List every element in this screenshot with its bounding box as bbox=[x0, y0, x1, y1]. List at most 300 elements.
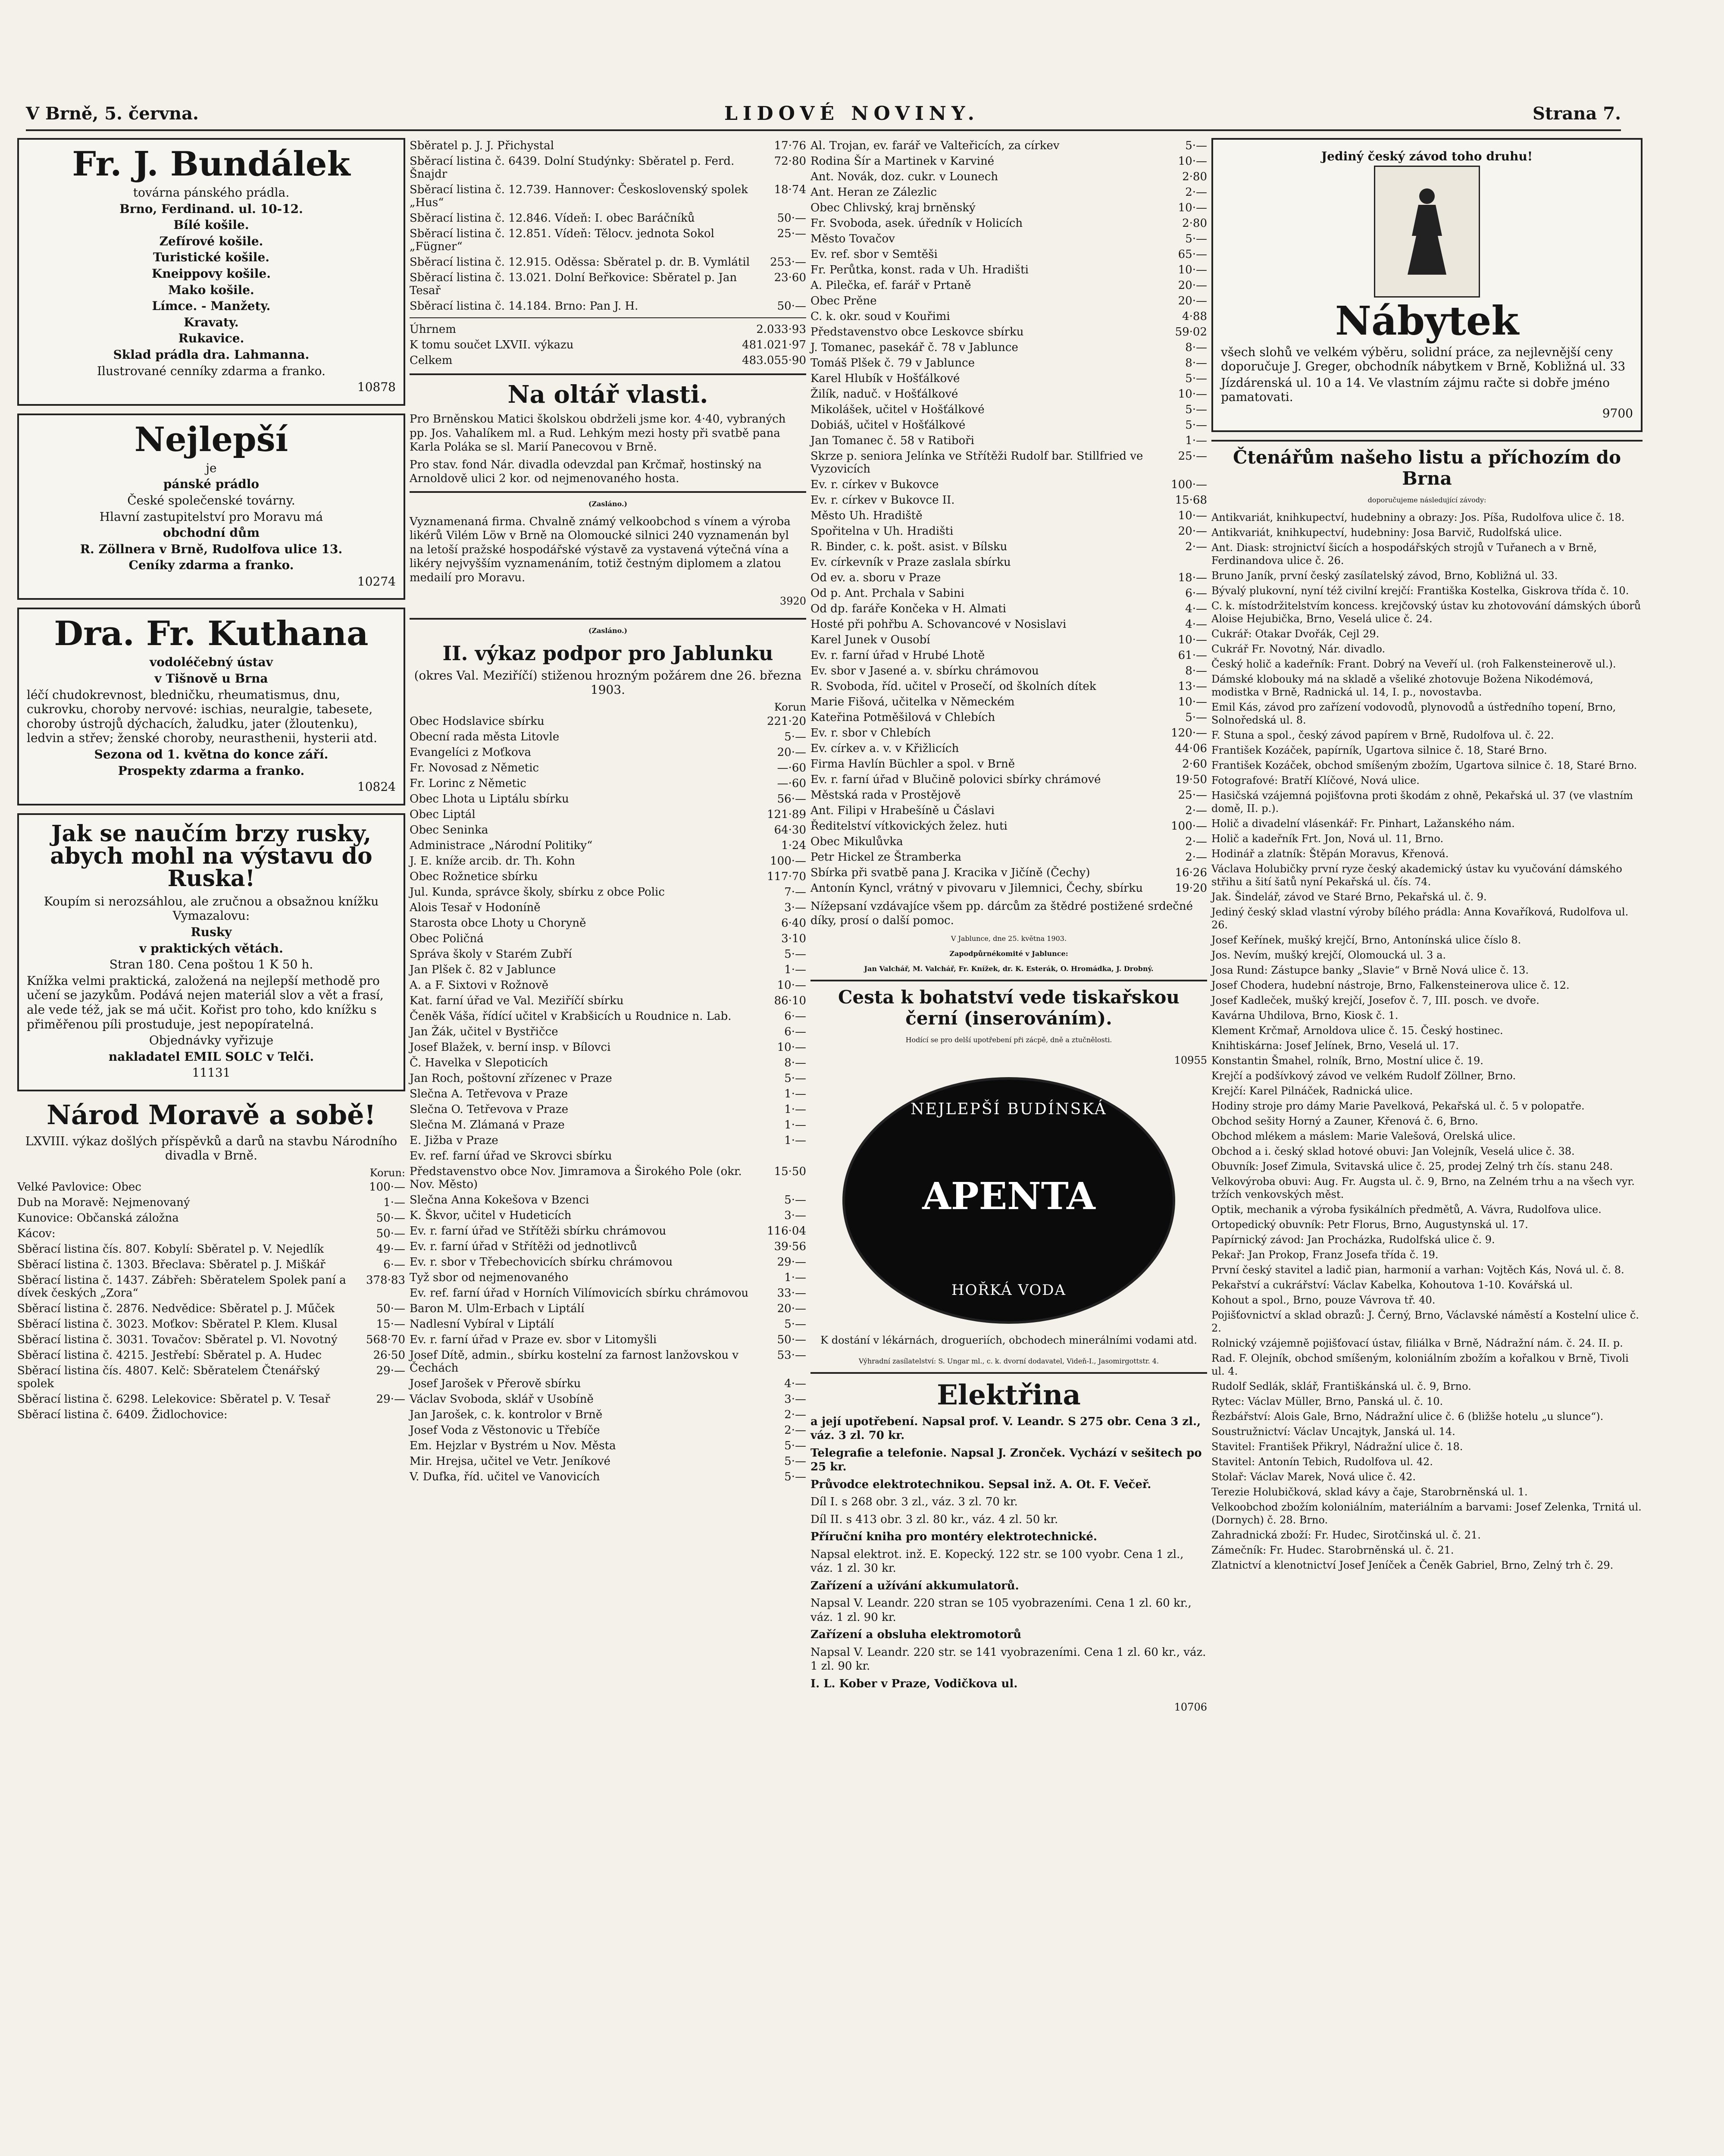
shop-entry: Krejčí a podšívkový závod ve velkém Rudolf Zöllner, Brno. bbox=[1211, 1069, 1516, 1082]
table-row bbox=[410, 154, 806, 182]
shop-entry: Kavárna Uhdilova, Brno, Kiosk č. 1. bbox=[1211, 1009, 1399, 1022]
entry-amount: 4·— bbox=[784, 1377, 806, 1390]
table-row bbox=[810, 169, 1207, 185]
ad-line: nakladatel EMIL SOLC v Telči. bbox=[108, 1049, 314, 1064]
elektrina-line: Telegrafie a telefonie. Napsal J. Zronček. Vychází v sešitech po 25 kr. bbox=[810, 1446, 1202, 1474]
table-row bbox=[810, 818, 1207, 834]
table-row bbox=[810, 772, 1207, 787]
table-row bbox=[410, 1254, 806, 1270]
entry-label: Sběrací listina č. 4215. Jestřebí: Sběratel p. A. Hudec bbox=[17, 1348, 322, 1362]
entry-amount: 25·— bbox=[1178, 450, 1207, 463]
entry-amount: 3·— bbox=[784, 1392, 806, 1406]
entry-amount: 2·— bbox=[1185, 186, 1207, 199]
table-row bbox=[810, 402, 1207, 417]
shop-entry: Holič a kadeřník Frt. Jon, Nová ul. 11, Brno. bbox=[1211, 832, 1444, 845]
entry-label: Představenstvo obce Nov. Jimramova a Širokého Pole (okr. Nov. Město) bbox=[410, 1165, 742, 1191]
entry-amount: 6·40 bbox=[781, 916, 806, 930]
entry-amount: 20·— bbox=[777, 1302, 806, 1315]
entry-label: Ev. r. farní úřad ve Střítěži sbírku chrámovou bbox=[410, 1224, 666, 1238]
elektrina-line: Napsal V. Leandr. 220 str. se 141 vyobrazeními. Cena 1 zl. 60 kr., váz. 1 zl. 90 kr. bbox=[810, 1645, 1206, 1673]
table-row bbox=[410, 1148, 806, 1164]
table-row bbox=[410, 838, 806, 853]
ad-line: České společenské továrny. bbox=[127, 493, 295, 508]
entry-amount: 1·— bbox=[784, 1271, 806, 1284]
entry-amount: 59·02 bbox=[1175, 326, 1207, 338]
entry-label: Josef Jarošek v Přerově sbírku bbox=[410, 1377, 581, 1390]
zaslano-code: 3920 bbox=[779, 595, 806, 607]
entry-label: Dobiáš, učitel v Hošťálkové bbox=[810, 419, 966, 432]
table-row bbox=[410, 1332, 806, 1348]
shop-entry: Rolnický vzájemně pojišťovací ústav, filiálka v Brně, Nádražní nám. č. 24. II. p. bbox=[1211, 1337, 1623, 1349]
entry-amount: 6·— bbox=[1185, 587, 1207, 600]
entry-label: Jan Plšek č. 82 v Jablunce bbox=[410, 963, 556, 976]
ad-line: Turistické košile. bbox=[153, 250, 270, 265]
table-row bbox=[410, 1086, 806, 1102]
shop-entry: Konstantin Šmahel, rolník, Brno, Mostní ulice č. 19. bbox=[1211, 1054, 1483, 1067]
entry-label: Sběrací listina č. 12.739. Hannover: Československý spolek „Hus“ bbox=[410, 183, 748, 209]
entry-label: Marie Fišová, učitelka v Německém bbox=[810, 696, 1015, 708]
table-row bbox=[410, 729, 806, 745]
table-row bbox=[410, 931, 806, 946]
shop-entry: Český holič a kadeřník: Frant. Dobrý na Veveří ul. (roh Falkensteinerově ul.). bbox=[1211, 658, 1616, 670]
entry-label: Sběrací listina č. 12.851. Vídeň: Tělocv. jednota Sokol „Fügner“ bbox=[410, 227, 714, 253]
ad-title: Nejlepší bbox=[134, 420, 288, 459]
shop-entry: Fotografové: Bratří Klíčové, Nová ulice. bbox=[1211, 774, 1420, 787]
elektrina-title: Elektřina bbox=[937, 1379, 1081, 1411]
table-row bbox=[410, 978, 806, 993]
table-row bbox=[410, 791, 806, 807]
ad-line: Ceníky zdarma a franko. bbox=[128, 558, 294, 573]
header-title: LIDOVÉ NOVINY. bbox=[724, 103, 979, 125]
shop-entry: Velkoobchod zbožím koloniálním, materiálním a barvami: Josef Zelenka, Trnitá ul. (Dornych) č. 28. Brno. bbox=[1211, 1501, 1642, 1526]
entry-amount: 5·— bbox=[784, 730, 806, 743]
entry-amount: 483.055·90 bbox=[742, 354, 806, 367]
shop-entry: Cukrář Fr. Novotný, Nár. divadlo. bbox=[1211, 642, 1386, 655]
shop-entry: Rytec: Václav Müller, Brno, Panská ul. č. 10. bbox=[1211, 1395, 1443, 1407]
shop-entry: Emil Kás, závod pro zařízení vodovodů, plynovodů a ústředního topení, Brno, Solnoředská ul. 8. bbox=[1211, 701, 1616, 726]
entry-amount: 2·80 bbox=[1182, 217, 1207, 230]
shop-entry: Zahradnická zboží: Fr. Hudec, Sirotčinská ul. č. 21. bbox=[1211, 1529, 1481, 1541]
entry-amount: 33·— bbox=[777, 1286, 806, 1300]
entry-label: Sbírka při svatbě pana J. Kracika v Jičíně (Čechy) bbox=[810, 866, 1090, 879]
table-row bbox=[810, 417, 1207, 433]
table-row bbox=[810, 309, 1207, 324]
entry-label: Ev. r. farní úřad v Praze ev. sbor v Litomyšli bbox=[410, 1333, 657, 1346]
ad-line: Knížka velmi praktická, založená na nejlepší methodě pro učení se jazykům. Podává nejen materiál slov a vět a frasí, ale vede též, jak se má učit. Kořist pro toho, kdo knížku s přiměřenou píli prostuduje, jest nepopíratelná. bbox=[27, 973, 384, 1031]
table-row bbox=[810, 433, 1207, 448]
table-row bbox=[410, 1055, 806, 1071]
ad-furniture bbox=[1211, 138, 1643, 432]
shop-entry: Jediný český sklad vlastní výroby bílého prádla: Anna Kovaříková, Rudolfova ul. 26. bbox=[1211, 906, 1629, 931]
shop-entry: Antikvariát, knihkupectví, hudebniny a obrazy: Jos. Píša, Rudolfova ulice č. 18. bbox=[1211, 511, 1625, 523]
entry-label: C. k. okr. soud v Kouřimi bbox=[810, 310, 950, 323]
shop-entry: Soustružnictví: Václav Uncajtyk, Janská ul. 14. bbox=[1211, 1425, 1455, 1438]
table-row bbox=[810, 586, 1207, 601]
shop-entry: Jos. Nevím, mušký krejčí, Olomoucká ul. 3 a. bbox=[1211, 949, 1446, 961]
table-row bbox=[410, 822, 806, 838]
elektrina-line: Napsal V. Leandr. 220 stran se 105 vyobrazeními. Cena 1 zl. 60 kr., váz. 1 zl. 90 kr. bbox=[810, 1597, 1192, 1624]
table-row bbox=[410, 946, 806, 962]
entry-label: Kunovice: Občanská záložna bbox=[17, 1211, 179, 1225]
table-row bbox=[810, 881, 1207, 896]
ad-code: 10878 bbox=[357, 380, 396, 395]
ad-code: 11131 bbox=[192, 1065, 231, 1080]
entry-label: Od p. Ant. Prchala v Sabini bbox=[810, 587, 964, 600]
shop-entry: Papírnický závod: Jan Procházka, Rudolfská ulice č. 9. bbox=[1211, 1233, 1495, 1246]
entry-label: Ant. Filipi v Hrabešíně u Čáslavi bbox=[810, 804, 995, 817]
entry-amount: 2·— bbox=[1185, 851, 1207, 864]
entry-amount: 50·— bbox=[376, 1302, 405, 1315]
table-row bbox=[410, 1438, 806, 1454]
table-row bbox=[810, 617, 1207, 632]
entry-amount: 8·— bbox=[1185, 664, 1207, 677]
table-row bbox=[410, 1423, 806, 1438]
entry-amount: 2·80 bbox=[1182, 170, 1207, 183]
entry-label: Sběratel p. J. J. Přichystal bbox=[410, 139, 554, 152]
entry-amount bbox=[363, 1407, 405, 1423]
shop-entry: Jak. Šindelář, závod ve Staré Brno, Pekařská ul. č. 9. bbox=[1211, 890, 1487, 903]
entry-label: A. a F. Sixtovi v Rožnově bbox=[410, 978, 549, 992]
entry-label: Čeněk Váša, řídící učitel v Krabšicích u Roudnice n. Lab. bbox=[410, 1009, 732, 1023]
section-subtitle: LXVIII. výkaz došlých příspěvků a darů na stavbu Národního divadla v Brně. bbox=[25, 1134, 397, 1163]
table-row bbox=[410, 962, 806, 978]
ad-line: je bbox=[206, 461, 217, 475]
table-row bbox=[17, 1332, 405, 1348]
table-row bbox=[810, 849, 1207, 865]
entry-amount: 64·30 bbox=[774, 823, 806, 837]
ad-title: Nábytek bbox=[1335, 297, 1519, 344]
entry-amount: 5·— bbox=[784, 1193, 806, 1206]
table-row bbox=[810, 539, 1207, 555]
entry-label: R. Svoboda, říd. učitel v Prosečí, od školních dítek bbox=[810, 680, 1096, 693]
ad-line: Kneippovy košile. bbox=[152, 266, 271, 281]
ad-line: všech slohů ve velkém výběru, solidní práce, za nejlevnější ceny doporučuje J. Greger, obchodník nábytkem v Brně, Kobližná ul. 33 bbox=[1221, 345, 1626, 374]
table-row bbox=[410, 1348, 806, 1376]
ad-title: Fr. J. Bundálek bbox=[72, 144, 350, 184]
entry-amount: 121·89 bbox=[767, 808, 806, 821]
ad-line: Rukavice. bbox=[178, 331, 244, 346]
shop-entry: Josa Rund: Zástupce banky „Slavie“ v Brně Nová ulice č. 13. bbox=[1211, 964, 1529, 976]
table-row bbox=[810, 710, 1207, 725]
entry-amount: 3·— bbox=[784, 901, 806, 914]
page-header bbox=[26, 99, 1621, 131]
thanks-text: Nížepsaní vzdávajíce všem pp. dárcům za štědré postižené srdečné díky, prosí o další pomoc. bbox=[810, 900, 1193, 927]
table-row bbox=[410, 1164, 806, 1192]
entry-label: Sběrací listina č. 6409. Židlochovice: bbox=[17, 1408, 228, 1421]
entry-amount: 4·— bbox=[1185, 618, 1207, 631]
illustration-icon bbox=[1374, 166, 1480, 298]
table-row bbox=[810, 601, 1207, 617]
oltar-title: Na oltář vlasti. bbox=[507, 380, 708, 409]
ad-line: Límce. - Manžety. bbox=[152, 299, 271, 313]
shop-entry: Obuvník: Josef Zimula, Svitavská ulice č. 25, prodej Zelný trh čís. stanu 248. bbox=[1211, 1160, 1613, 1172]
entry-label: Obec Seninka bbox=[410, 823, 488, 837]
entry-amount: 13·— bbox=[1178, 680, 1207, 693]
entry-label: Ev. r. farní úřad v Hrubé Lhotě bbox=[810, 649, 985, 662]
shop-entry: František Kozáček, obchod smíšeným zbožím, Ugartova silnice č. 18, Staré Brno. bbox=[1211, 759, 1637, 771]
entry-amount: 5·— bbox=[784, 1317, 806, 1331]
entry-amount: 61·— bbox=[1178, 649, 1207, 662]
entry-amount: 8·— bbox=[1185, 357, 1207, 370]
table-row bbox=[410, 1391, 806, 1407]
entry-label: Ev. r. sbor v Chlebích bbox=[810, 727, 931, 740]
korun-label: Korun bbox=[774, 701, 806, 713]
divider bbox=[410, 317, 806, 318]
ad-line: Ilustrované cenníky zdarma a franko. bbox=[97, 364, 326, 378]
entry-label: Ev. církev a. v. v Křižlicích bbox=[810, 742, 959, 755]
table-row bbox=[410, 1239, 806, 1254]
table-row bbox=[410, 993, 806, 1009]
table-row bbox=[410, 1102, 806, 1117]
entry-amount: 5·— bbox=[784, 947, 806, 961]
table-row bbox=[810, 679, 1207, 694]
table-row bbox=[810, 803, 1207, 818]
table-row bbox=[17, 1210, 405, 1226]
entry-amount: 5·— bbox=[1185, 419, 1207, 432]
entry-amount: —·60 bbox=[777, 777, 806, 790]
ad-text: Hodící se pro delší upotřebení při zácpě, dně a ztučnělosti. bbox=[905, 1036, 1112, 1044]
divider bbox=[810, 1372, 1207, 1374]
table-row bbox=[410, 900, 806, 915]
table-row bbox=[810, 632, 1207, 648]
entry-amount: 2·60 bbox=[1182, 758, 1207, 771]
entry-label: Ev. r. církev v Bukovce II. bbox=[810, 494, 955, 507]
entry-amount: 120·— bbox=[1171, 727, 1207, 740]
entry-amount: 2·— bbox=[1185, 540, 1207, 553]
entry-amount: 5·— bbox=[1185, 232, 1207, 245]
entry-amount: —·60 bbox=[777, 761, 806, 774]
shop-entry: Bývalý plukovní, nyní též civilní krejčí: Františka Kostelka, Giskrova třída č. 10. bbox=[1211, 584, 1629, 597]
table-row bbox=[410, 182, 806, 210]
table-row bbox=[810, 371, 1207, 386]
entry-label: Fr. Svoboda, asek. úředník v Holicích bbox=[810, 217, 1023, 230]
entry-label: Slečna Anna Kokešova v Bzenci bbox=[410, 1193, 589, 1206]
entry-label: Slečna M. Zlámaná v Praze bbox=[410, 1118, 565, 1131]
ad-zollner bbox=[17, 414, 405, 600]
entry-amount: 50·— bbox=[376, 1211, 405, 1225]
shop-entry: Obchod sešity Horný a Zauner, Křenová č. 6, Brno. bbox=[1211, 1115, 1478, 1127]
entry-amount: 253·— bbox=[770, 256, 806, 269]
entry-amount: 20·— bbox=[1178, 295, 1207, 307]
oltar-paragraph: Pro stav. fond Nár. divadla odevzdal pan Krčmař, hostinský na Arnoldově ulici 2 kor. od nejmenovaného hosta. bbox=[410, 458, 762, 485]
table-row bbox=[17, 1348, 405, 1363]
entry-amount: 39·56 bbox=[774, 1240, 806, 1253]
table-row bbox=[410, 1285, 806, 1301]
shop-entry: Krejčí: Karel Pilnáček, Radnická ulice. bbox=[1211, 1084, 1413, 1097]
entry-label: Slečna O. Tetřevova v Praze bbox=[410, 1103, 569, 1116]
table-row bbox=[810, 570, 1207, 586]
entry-amount: 20·— bbox=[1178, 525, 1207, 538]
divider bbox=[810, 980, 1207, 981]
table-row bbox=[810, 185, 1207, 200]
entry-label: Josef Blažek, v. berní insp. v Bílovci bbox=[410, 1040, 611, 1054]
entry-label: Ev. r. sbor v Třebechovicích sbírku chrámovou bbox=[410, 1255, 673, 1269]
table-row bbox=[410, 776, 806, 791]
entry-amount: 5·— bbox=[1185, 403, 1207, 416]
entry-label: Ev. r. farní úřad v Střítěži od jednotlivců bbox=[410, 1240, 637, 1253]
table-row bbox=[810, 756, 1207, 772]
table-row bbox=[410, 322, 806, 337]
shop-entry: Antikvariát, knihkupectví, hudebniny: Josa Barvič, Rudolfská ulice. bbox=[1211, 526, 1562, 539]
entry-label: Obec Poličná bbox=[410, 932, 484, 945]
entry-label: Josef Dítě, admin., sbírku kostelní za farnost lanžovskou v Čechách bbox=[410, 1348, 739, 1375]
shop-entry: Josef Keřínek, mušký krejčí, Brno, Antonínská ulice číslo 8. bbox=[1211, 934, 1521, 946]
entry-amount: 221·20 bbox=[767, 714, 806, 728]
entry-label: Tomáš Plšek č. 79 v Jablunce bbox=[810, 357, 975, 370]
entry-label: Město Uh. Hradiště bbox=[810, 509, 923, 522]
entry-label: Obec Liptál bbox=[410, 808, 476, 821]
entry-label: Slečna A. Tetřevova v Praze bbox=[410, 1087, 568, 1100]
entry-amount: 2·— bbox=[784, 1408, 806, 1421]
entry-label: Firma Havlín Büchler a spol. v Brně bbox=[810, 758, 1015, 771]
entry-label: Obec Prěne bbox=[810, 295, 877, 307]
shop-entry: Terezie Holubičková, sklad kávy a čaje, Starobrněnská ul. 1. bbox=[1211, 1485, 1528, 1498]
committee-members: Jan Valchář, M. Valchář, Fr. Knížek, dr. K. Esterák, O. Hromádka, J. Drobný. bbox=[864, 965, 1154, 973]
entry-label: Obecní rada města Litovle bbox=[410, 730, 560, 743]
table-row bbox=[410, 1469, 806, 1485]
apenta-bottom-text: HOŘKÁ VODA bbox=[951, 1281, 1067, 1299]
elektrina-line: a její upotřebení. Napsal prof. V. Leandr. S 275 obr. Cena 3 zl., váz. 3 zl. 70 kr. bbox=[810, 1415, 1201, 1442]
ad-kuthan bbox=[17, 608, 405, 805]
table-row bbox=[410, 807, 806, 822]
entry-amount: 1·— bbox=[784, 1087, 806, 1100]
entry-amount: 19·20 bbox=[1175, 882, 1207, 895]
elektrina-line: Průvodce elektrotechnikou. Sepsal inž. A. Ot. F. Večeř. bbox=[810, 1478, 1151, 1491]
table-row bbox=[810, 386, 1207, 402]
entry-label: Al. Trojan, ev. farář ve Valteřicích, za církev bbox=[810, 139, 1060, 152]
table-row bbox=[810, 200, 1207, 216]
shop-entry: František Kozáček, papírník, Ugartova silnice č. 18, Staré Brno. bbox=[1211, 744, 1547, 756]
table-row bbox=[810, 448, 1207, 477]
table-row bbox=[410, 1040, 806, 1055]
entry-label: Sběrací listina č. 2876. Nedvědice: Sběratel p. J. Műček bbox=[17, 1302, 335, 1315]
entry-label: Ev. církevník v Praze zaslala sbírku bbox=[810, 556, 1011, 569]
table-row bbox=[410, 1208, 806, 1223]
entry-amount bbox=[763, 1148, 806, 1164]
entry-amount: 5·— bbox=[784, 1470, 806, 1483]
table-row bbox=[810, 834, 1207, 849]
readers-subtitle: doporučujeme následující závody: bbox=[1367, 495, 1486, 504]
shop-entry: Rad. F. Olejník, obchod smíšeným, koloniálním zbožím a kořalkou v Brně, Tivoli ul. 4. bbox=[1211, 1352, 1629, 1377]
entry-amount: 10·— bbox=[1178, 201, 1207, 214]
entry-label: Mikolášek, učitel v Hošťálkové bbox=[810, 403, 985, 416]
entry-amount: 10·— bbox=[1178, 633, 1207, 646]
table-row bbox=[410, 1009, 806, 1024]
entry-label: Karel Junek v Ousobí bbox=[810, 633, 930, 646]
entry-amount: 6·— bbox=[784, 1009, 806, 1023]
entry-label: Sběrací listina č. 12.846. Vídeň: I. obec Baráčníků bbox=[410, 212, 695, 225]
table-row bbox=[410, 337, 806, 353]
entry-label: Žilík, naduč. v Hošťálkové bbox=[810, 388, 958, 401]
section-title: Národ Moravě a sobě! bbox=[47, 1099, 376, 1131]
entry-amount: 100·— bbox=[1171, 478, 1207, 491]
entry-label: Baron M. Ulm-Erbach v Liptálí bbox=[410, 1302, 585, 1315]
shop-entry: Ortopedický obuvník: Petr Florus, Brno, Augustynská ul. 17. bbox=[1211, 1218, 1528, 1231]
table-row bbox=[410, 298, 806, 314]
entry-label: Velké Pavlovice: Obec bbox=[17, 1180, 141, 1194]
table-row bbox=[810, 555, 1207, 570]
entry-label: Skrze p. seniora Jelínka ve Střítěži Rudolf bar. Stillfried ve Vyzovicích bbox=[810, 450, 1143, 476]
entry-amount: 5·— bbox=[1185, 372, 1207, 385]
entry-label: Sběrací listina č. 6439. Dolní Studýnky: Sběratel p. Ferd. Šnajdr bbox=[410, 155, 735, 181]
entry-label: Obec Hodslavice sbírku bbox=[410, 714, 544, 728]
table-row bbox=[410, 1024, 806, 1040]
entry-label: Josef Voda z Věstonovic u Třebíče bbox=[410, 1423, 600, 1437]
entry-label: Jan Jarošek, c. k. kontrolor v Brně bbox=[410, 1408, 603, 1421]
entry-label: Hosté při pohřbu A. Schovancové v Nosislavi bbox=[810, 618, 1067, 631]
ad-line: Zefírové košile. bbox=[159, 234, 263, 248]
entry-amount: 100·— bbox=[1171, 820, 1207, 833]
entry-label: Spořitelna v Uh. Hradišti bbox=[810, 525, 954, 538]
ad-line: Objednávky vyřizuje bbox=[149, 1033, 274, 1048]
table-row bbox=[810, 340, 1207, 355]
entry-label: Fr. Perůtka, konst. rada v Uh. Hradišti bbox=[810, 263, 1029, 276]
entry-amount: 17·76 bbox=[774, 139, 806, 152]
ad-code: 10274 bbox=[357, 574, 396, 589]
table-row bbox=[17, 1272, 405, 1301]
entry-label: Starosta obce Lhoty u Choryně bbox=[410, 916, 586, 930]
entry-amount: 1·— bbox=[784, 1118, 806, 1131]
entry-label: Ant. Heran ze Zálezlic bbox=[810, 186, 937, 199]
table-row bbox=[410, 745, 806, 760]
entry-label: Sběrací listina č. 1437. Zábřeh: Sběratelem Spolek paní a dívek českých „Zora“ bbox=[17, 1273, 346, 1300]
jablunka-title: II. výkaz podpor pro Jablunku bbox=[442, 641, 773, 665]
entry-amount: 56·— bbox=[777, 792, 806, 805]
entry-label: Jan Tomanec č. 58 v Ratiboři bbox=[810, 434, 974, 447]
entry-label: Ev. ref. farní úřad v Horních Vilímovicích sbírku chrámovou bbox=[410, 1286, 749, 1300]
table-row bbox=[17, 1241, 405, 1257]
entry-amount: 481.021·97 bbox=[742, 338, 806, 351]
table-row bbox=[410, 1301, 806, 1316]
entry-amount: 117·70 bbox=[767, 870, 806, 883]
table-row bbox=[17, 1195, 405, 1210]
table-row bbox=[810, 648, 1207, 663]
contribution-table bbox=[410, 138, 806, 314]
entry-label: Fr. Novosad z Němetic bbox=[410, 761, 539, 774]
entry-label: Sběrací listina č. 14.184. Brno: Pan J. H. bbox=[410, 300, 638, 313]
ad-title: Jak se naučím brzy rusky, abych mohl na výstavu do Ruska! bbox=[50, 820, 372, 892]
entry-amount: 18·74 bbox=[774, 183, 806, 196]
entry-amount: 50·— bbox=[777, 1333, 806, 1346]
table-row bbox=[410, 853, 806, 869]
entry-amount: 50·— bbox=[777, 212, 806, 225]
shop-entry: Řezbářství: Alois Gale, Brno, Nádražní ulice č. 6 (bližše hotelu „u slunce“). bbox=[1211, 1410, 1604, 1423]
ad-code: 10706 bbox=[1174, 1701, 1207, 1714]
shop-entry: Pekařství a cukrářství: Václav Kabelka, Kohoutova 1-10. Kovářská ul. bbox=[1211, 1279, 1573, 1291]
entry-label: Kácov: bbox=[17, 1227, 56, 1240]
entry-label: Č. Havelka v Slepoticích bbox=[410, 1056, 548, 1069]
shop-entry: Stavitel: František Přikryl, Nádražní ulice č. 18. bbox=[1211, 1440, 1463, 1453]
ad-small-title: Jediný český závod toho druhu! bbox=[1321, 149, 1533, 163]
entry-amount: 29·— bbox=[777, 1255, 806, 1269]
table-row bbox=[410, 884, 806, 900]
entry-amount: 3·10 bbox=[781, 932, 806, 945]
entry-label: Dub na Moravě: Nejmenovaný bbox=[17, 1196, 190, 1209]
entry-amount: 5·— bbox=[784, 1439, 806, 1452]
entry-amount: 5·— bbox=[1185, 711, 1207, 724]
divider bbox=[410, 618, 806, 620]
ad-subtitle: vodoléčebný ústav bbox=[150, 655, 273, 670]
table-row bbox=[410, 210, 806, 226]
entry-amount: 23·60 bbox=[774, 271, 806, 284]
entry-label: E. Jižba v Praze bbox=[410, 1134, 498, 1147]
entry-amount: 1·— bbox=[383, 1196, 405, 1209]
table-row bbox=[810, 138, 1207, 154]
ad-line: Brno, Ferdinand. ul. 10-12. bbox=[119, 201, 303, 216]
entry-label: Jan Roch, poštovní zřízenec v Praze bbox=[410, 1072, 612, 1085]
entry-amount: 65·— bbox=[1178, 248, 1207, 261]
entry-label: K tomu součet LXVII. výkazu bbox=[410, 338, 574, 351]
